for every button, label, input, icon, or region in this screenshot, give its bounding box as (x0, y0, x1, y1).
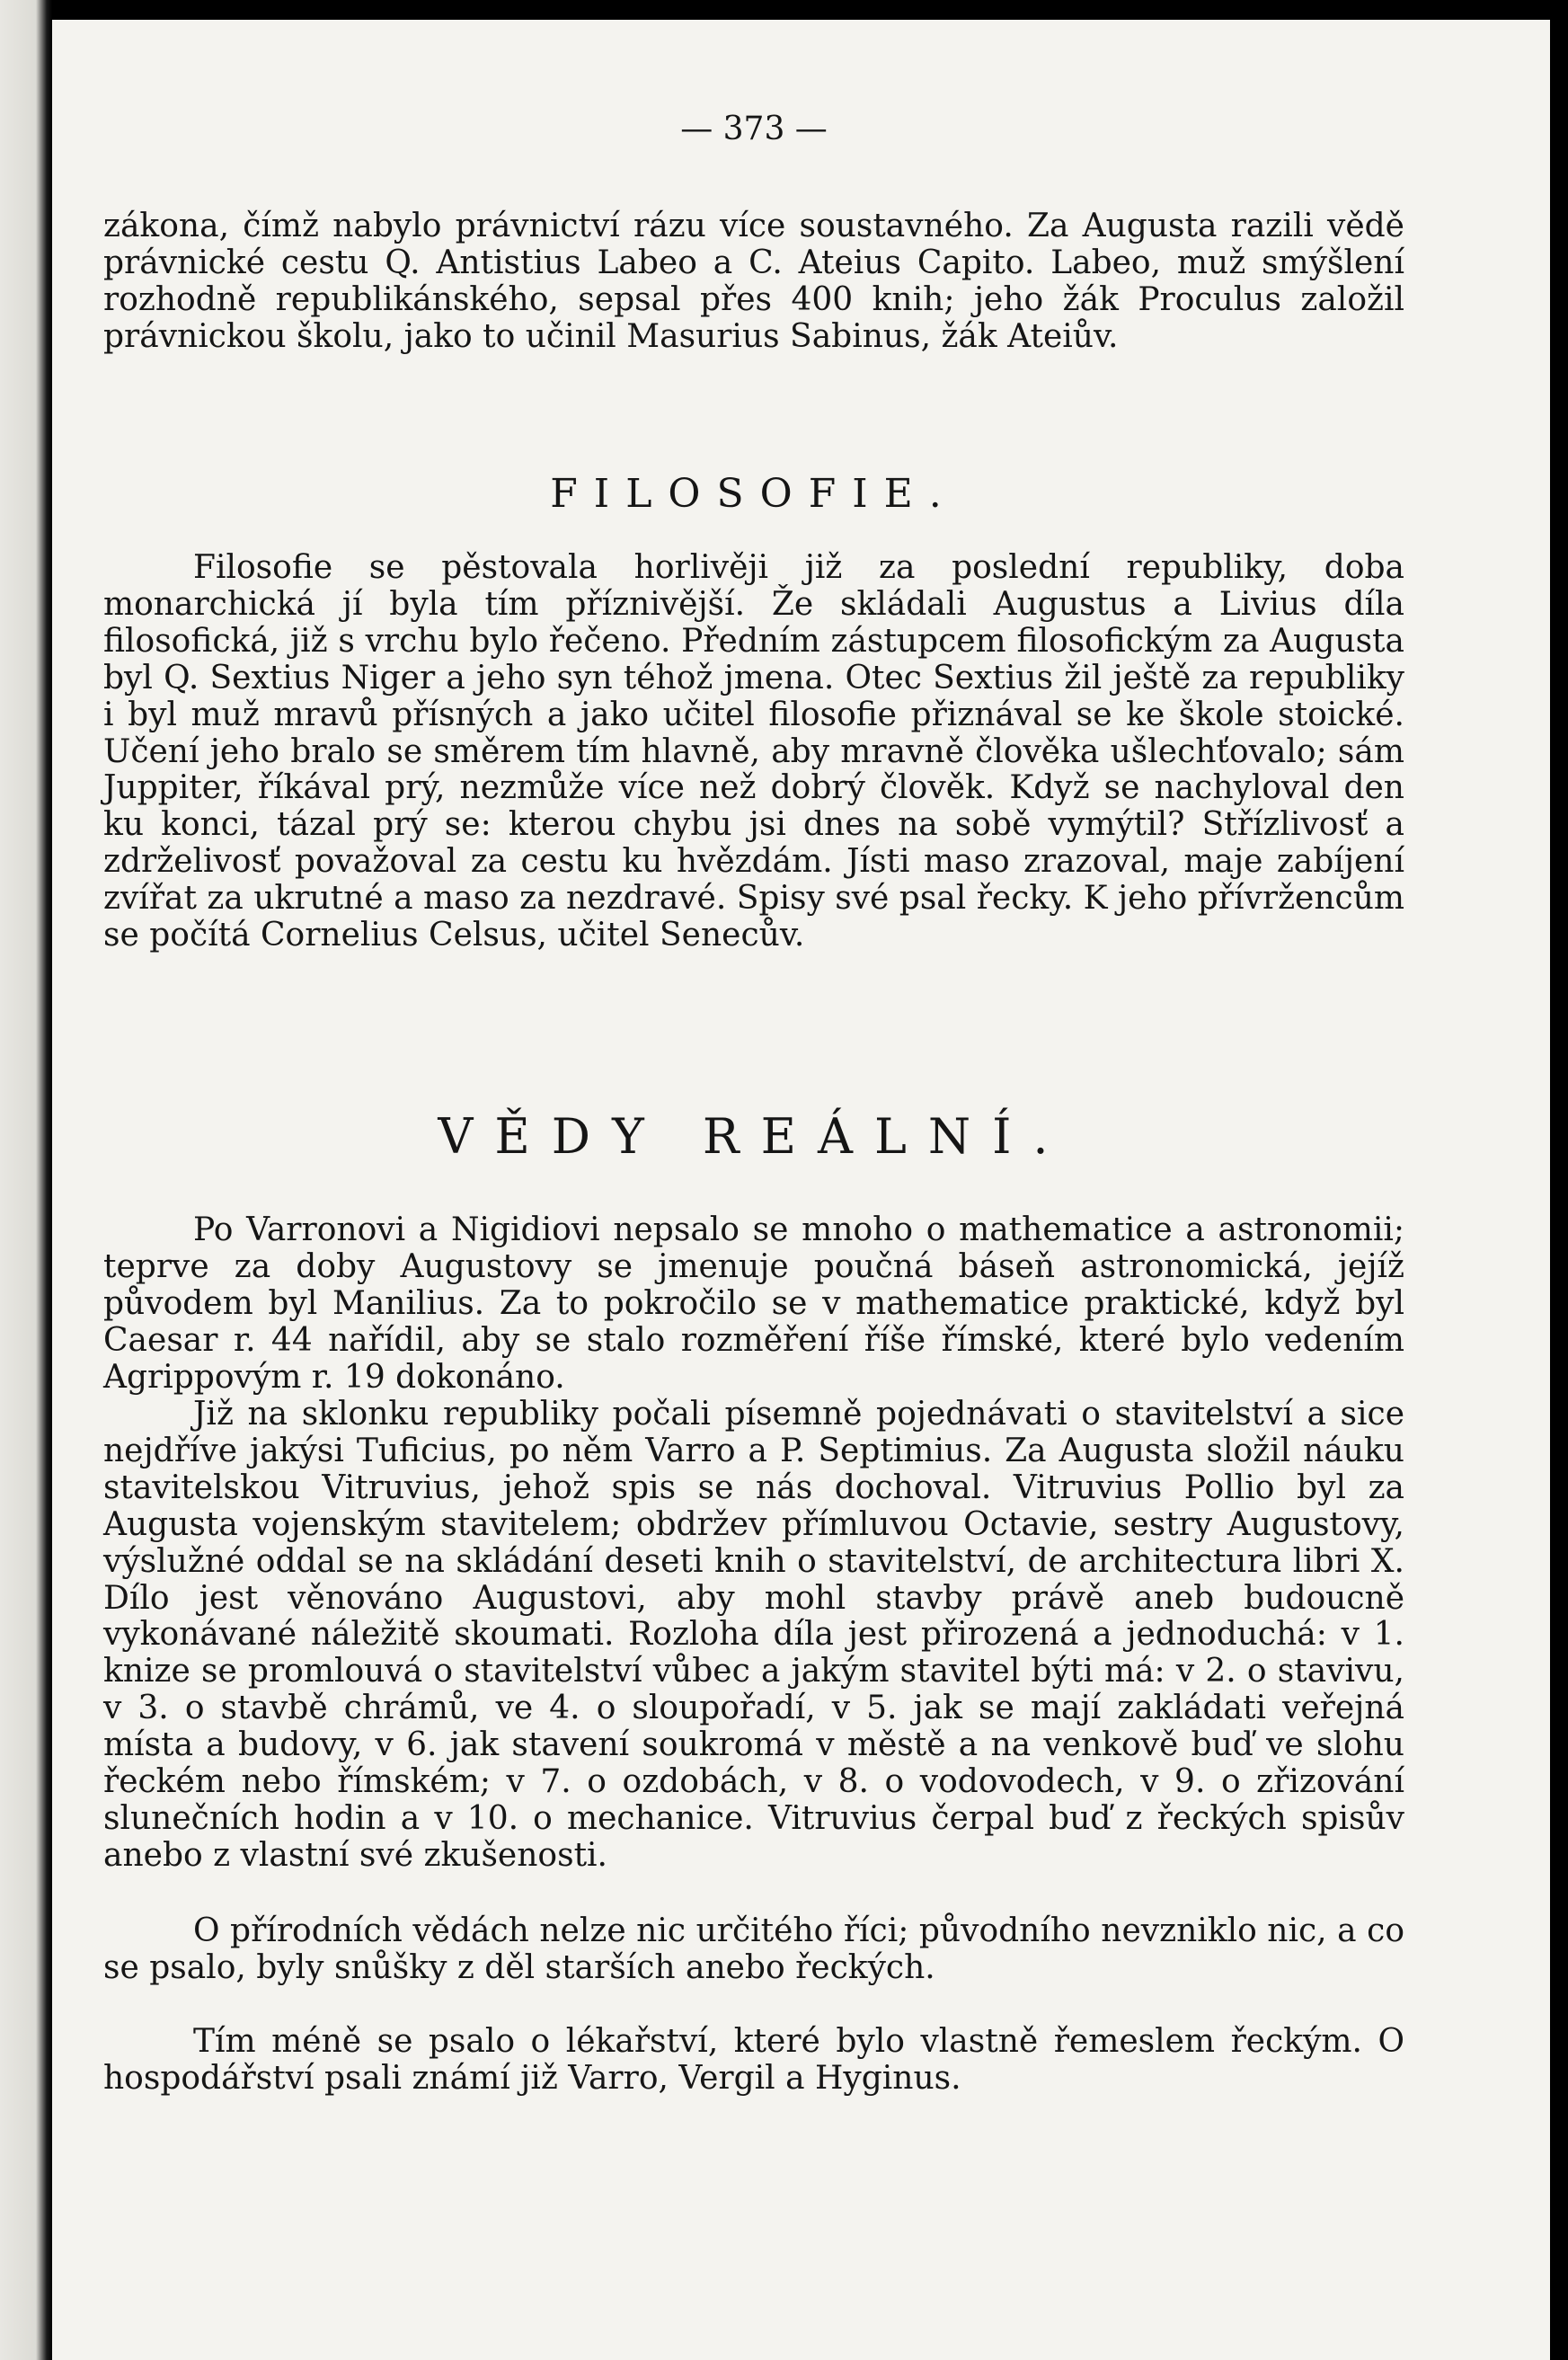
page-edge-left (0, 0, 52, 2360)
page-edge-top (52, 0, 1568, 20)
intro-paragraph: zákona, čímž nabylo právnictví rázu více soustavného. Za Augusta razili vědě právnické cestu Q. Antistius Labeo a C. Ateius Capito. Labeo, muž smýšlení rozhodně republikánského, sepsal přes 400 knih; jeho žák Proculus založil právnickou školu, jako to učinil Masurius Sabinus, žák Ateiův. (103, 208, 1404, 355)
book-page (52, 20, 1550, 2360)
sciences-paragraph-1: Po Varronovi a Nigidiovi nepsalo se mnoho o mathematice a astronomii; teprve za doby Augustovy se jmenuje poučná báseň astronomická, jejíž původem byl Manilius. Za to pokročilo se v mathematice praktické, když byl Caesar r. 44 nařídil, aby se stalo rozměření říše římské, které bylo vedením Agrippovým r. 19 dokonáno. (103, 1211, 1404, 1396)
heading-vedy-realni: VĚDY REÁLNÍ. (438, 1108, 1070, 1165)
page-number: — 373 — (680, 111, 828, 147)
sciences-paragraph-2: Již na sklonku republiky počali písemně pojednávati o stavitelství a sice nejdříve jakýsi Tuficius, po něm Varro a P. Septimius. Za Augusta složil náuku stavitelskou Vitruvius, jehož spis se nás dochoval. Vitruvius Pollio byl za Augusta vojenským stavitelem; obdržev přímluvou Octavie, sestry Augustovy, výslužné oddal se na skládání deseti knih o stavitelství, de architectura libri X. Dílo jest věnováno Augustovi, aby mohl stavby právě aneb budoucně vykonávané náležitě skoumati. Rozloha díla jest přirozená a jednoduchá: v 1. knize se promlouvá o stavitelství vůbec a jakým stavitel býti má: v 2. o stavivu, v 3. o stavbě chrámů, ve 4. o sloupořadí, v 5. jak se mají zakládati veřejná místa a budovy, v 6. jak stavení soukromá v městě a na venkově buď ve slohu řeckém nebo římském; v 7. o ozdobách, v 8. o vodovodech, v 9. o zřizování slunečních hodin a v 10. o mechanice. Vitruvius čerpal buď z řeckých spisův anebo z vlastní své zkušenosti. (103, 1396, 1404, 1874)
philosophy-paragraph: Filosofie se pěstovala horlivěji již za poslední republiky, doba monarchická jí byla tím příznivější. Že skládali Augustus a Livius díla filosofická, již s vrchu bylo řečeno. Předním zástupcem filosofickým za Augusta byl Q. Sextius Niger a jeho syn téhož jmena. Otec Sextius žil ještě za republiky i byl muž mravů přísných a jako učitel filosofie přiznával se ke škole stoické. Učení jeho bralo se směrem tím hlavně, aby mravně člověka ušlechťovalo; sám Juppiter, říkával prý, nezmůže více než dobrý člověk. Když se nachyloval den ku konci, tázal prý se: kterou chybu jsi dnes na sobě vymýtil? Střízlivosť a zdrželivosť považoval za cestu ku hvězdám. Jísti maso zrazoval, maje zabíjení zvířat za ukrutné a maso za nezdravé. Spisy své psal řecky. K jeho přívržencům se počítá Cornelius Celsus, učitel Senecův. (103, 549, 1405, 954)
heading-filosofie: FILOSOFIE. (550, 471, 958, 517)
sciences-paragraph-4: Tím méně se psalo o lékařství, které bylo vlastně řemeslem řeckým. O hospodářství psali známí již Varro, Vergil a Hyginus. (103, 2023, 1404, 2097)
sciences-paragraph-3: O přírodních vědách nelze nic určitého říci; původního nevzniklo nic, a co se psalo, byly snůšky z děl starších anebo řeckých. (103, 1912, 1404, 1986)
